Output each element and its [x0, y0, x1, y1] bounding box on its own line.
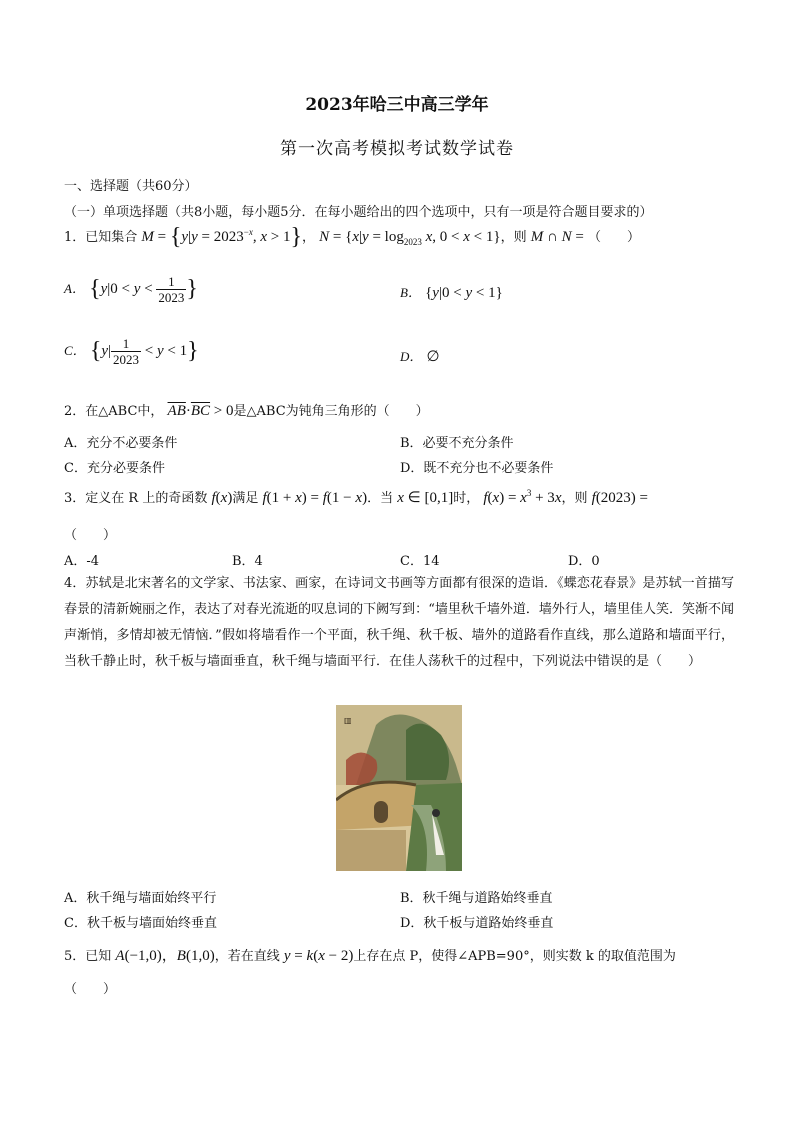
- f-2023-expression: f(2023) =: [591, 490, 649, 506]
- domain-expression: x ∈ [0,1]: [397, 490, 454, 506]
- section-heading: 一、选择题（共60分）: [64, 179, 198, 194]
- q2-option-b: B．必要不充分条件: [400, 436, 514, 451]
- option-label: B．: [400, 285, 421, 300]
- definition-expression: $f(x) = x^3 + 3x$: [483, 488, 562, 506]
- frac-numerator: 1: [111, 336, 141, 352]
- empty-set-symbol: ∅: [426, 349, 440, 365]
- q1-option-c: [64, 336, 199, 367]
- q1-option-a: [64, 274, 198, 305]
- frac-numerator: 1: [156, 274, 186, 290]
- f-x-expression: f(x): [211, 490, 233, 506]
- q4-option-b: B．秋千绳与道路始终垂直: [400, 891, 553, 906]
- q2-option-a: A．充分不必要条件: [64, 436, 178, 451]
- option-b-expression: {y|0 < y < 1}: [425, 285, 503, 301]
- question-4-stem: 4．苏轼是北宋著名的文学家、书法家、画家，在诗词文书画等方面都有很深的造诣．《蝶恋花春景》是苏轼一首描写春景的清新婉丽之作，表达了对春光流逝的叹息词的下阙写到：“墙里秋千墙外道．墙外行人，墙里佳人笑．笑渐不闻声渐悄，多情却被无情恼．”假如将墙看作一个平面，秋千绳、秋千板、墙外的道路看作直线，那么道路和墙面平行，当秋千静止时，秋千板与墙面垂直，秋千绳与墙面平行．在佳人荡秋千的过程中，下列说法中错误的是（ ）: [64, 576, 734, 669]
- q1-option-b: [400, 282, 503, 302]
- q1-bracket: （ ）: [587, 229, 640, 245]
- points-expression: A(−1,0)，B(1,0): [115, 948, 215, 964]
- q3-option-a: A．-4: [64, 554, 100, 569]
- set-m-expression: $M = \{y|y = 2023^{-x}$, x > 1}: [141, 224, 302, 250]
- q2-option-c: C．充分必要条件: [64, 461, 165, 476]
- exam-title: 2023年哈三中高三学年: [305, 95, 489, 115]
- q5-part-a: 5．已知: [64, 949, 112, 964]
- q3-option-d: D．0: [568, 554, 600, 569]
- q3-part-d: 时，: [453, 491, 480, 506]
- frac-denominator: 2023: [158, 290, 185, 305]
- q2-option-d: D．既不充分也不必要条件: [400, 461, 554, 476]
- svg-text:▥: ▥: [344, 716, 352, 725]
- q2-suffix: 是△ABC为钝角三角形的（ ）: [233, 404, 429, 419]
- q3-part-e: ，则: [561, 491, 588, 506]
- option-label: C．: [64, 342, 86, 358]
- section-subheading: （一）单项选择题（共8小题，每小题5分．在每小题给出的四个选项中，只有一项是符合题目要求的）: [64, 205, 653, 220]
- q4-option-d: D．秋千板与道路始终垂直: [400, 916, 554, 931]
- option-label: A．: [64, 280, 85, 296]
- symmetry-expression: f(1 + x) = f(1 − x): [262, 490, 368, 506]
- q3-part-a: 3．定义在 R 上的奇函数: [64, 491, 208, 506]
- question-5-stem: [64, 944, 676, 965]
- option-c-expression: {y| $\frac{1}{2023}$ < y < 1}: [89, 336, 199, 367]
- vector-dot-expression: $\overline{AB}\cdot\overline{BC} > 0$: [167, 403, 234, 419]
- exam-subtitle: 第一次高考模拟考试数学试卷: [280, 139, 514, 159]
- frac-denominator: 2023: [113, 352, 140, 367]
- option-label: D．: [400, 349, 423, 364]
- q3-option-b: B．4: [232, 554, 263, 569]
- option-a-expression: {y|0 < y < $\frac{1}{2023}$ }: [89, 274, 198, 305]
- q3-option-c: C．14: [400, 554, 440, 569]
- q1-prefix: 1．已知集合: [64, 229, 138, 245]
- line-expression: y = k(x − 2): [283, 948, 354, 964]
- q1-option-d: [400, 346, 440, 366]
- set-n-expression: $N = \{x|y = \log_{2023} x$, 0 < x < 1}: [319, 228, 501, 247]
- swing-painting-image: [336, 705, 462, 871]
- question-1-stem: 1．已知集合 $M = \{y|y = 2023^{-x}$, x > 1}， $N = \{x|y = \log_{2023} x$, 0 < x < 1}，则 M ∩ N = （ ）: [64, 224, 640, 250]
- q1-suffix: ，则: [500, 229, 527, 245]
- q4-option-c: C．秋千板与墙面始终垂直: [64, 916, 217, 931]
- intersection-expression: M ∩ N =: [530, 228, 584, 245]
- q3-part-b: 满足: [232, 491, 259, 506]
- q3-bracket: （ ）: [64, 528, 117, 543]
- q5-part-c: 上存在点 P，使得∠APB=90°，则实数 k 的取值范围为: [353, 949, 676, 964]
- q5-bracket: （ ）: [64, 982, 117, 997]
- q5-part-b: ，若在直线: [214, 949, 280, 964]
- question-3-stem: [64, 487, 648, 507]
- q4-option-a: A．秋千绳与墙面始终平行: [64, 891, 217, 906]
- q2-prefix: 2．在△ABC中，: [64, 404, 164, 419]
- question-2-stem: [64, 400, 429, 420]
- q3-part-c: ．当: [367, 491, 394, 506]
